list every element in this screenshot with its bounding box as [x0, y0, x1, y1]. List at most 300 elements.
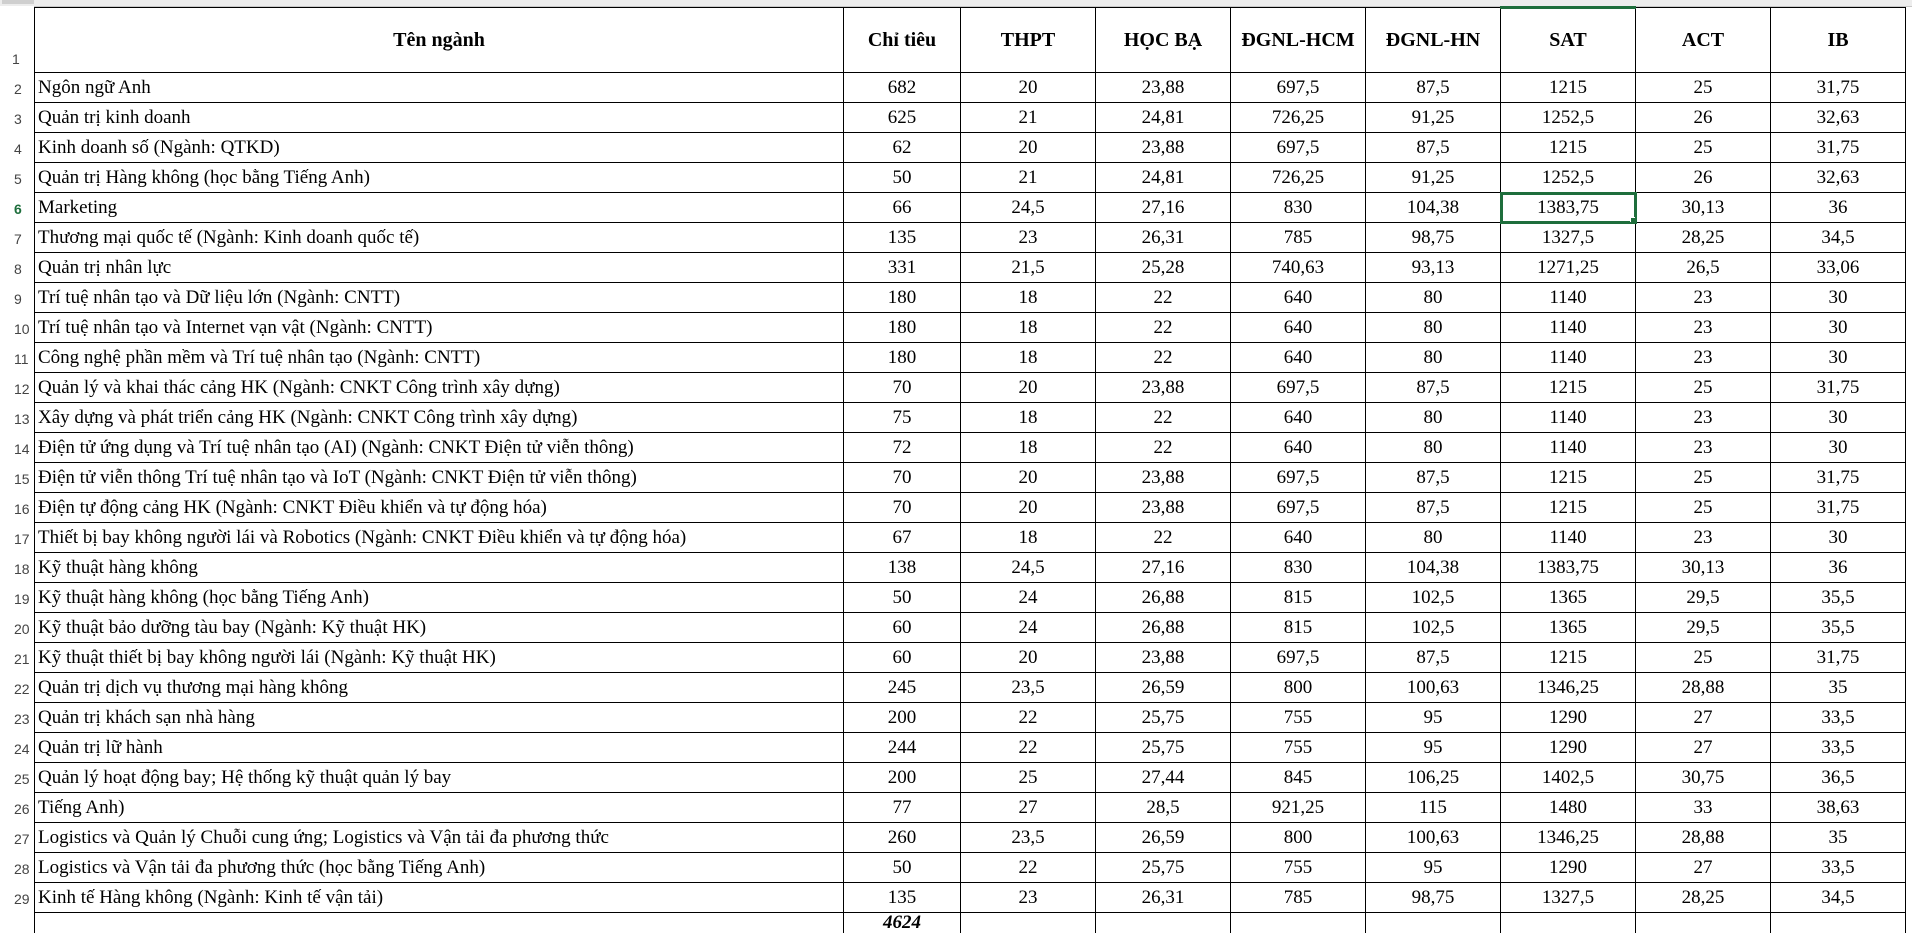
value-cell[interactable]: 785: [1231, 223, 1366, 253]
empty-cell[interactable]: [1096, 913, 1231, 933]
value-cell[interactable]: 31,75: [1771, 133, 1906, 163]
row-number[interactable]: 26: [0, 801, 34, 817]
value-cell[interactable]: 24: [961, 613, 1096, 643]
program-name-cell[interactable]: Kinh doanh số (Ngành: QTKD): [35, 133, 844, 163]
column-header-0[interactable]: Tên ngành: [35, 8, 844, 73]
value-cell[interactable]: 34,5: [1771, 223, 1906, 253]
value-cell[interactable]: 106,25: [1366, 763, 1501, 793]
column-header-3[interactable]: HỌC BẠ: [1096, 8, 1231, 73]
value-cell[interactable]: 30,75: [1636, 763, 1771, 793]
empty-cell[interactable]: [1231, 913, 1366, 933]
value-cell[interactable]: 24,5: [961, 193, 1096, 223]
value-cell[interactable]: 24,5: [961, 553, 1096, 583]
value-cell[interactable]: 1215: [1501, 493, 1636, 523]
value-cell[interactable]: 18: [961, 343, 1096, 373]
row-number[interactable]: 29: [0, 891, 34, 907]
value-cell[interactable]: 23: [961, 223, 1096, 253]
value-cell[interactable]: 845: [1231, 763, 1366, 793]
row-number[interactable]: 6: [0, 201, 34, 217]
value-cell[interactable]: 20: [961, 73, 1096, 103]
row-number[interactable]: 9: [0, 291, 34, 307]
value-cell[interactable]: 67: [844, 523, 961, 553]
value-cell[interactable]: 640: [1231, 283, 1366, 313]
value-cell[interactable]: 245: [844, 673, 961, 703]
value-cell[interactable]: 740,63: [1231, 253, 1366, 283]
value-cell[interactable]: 70: [844, 373, 961, 403]
value-cell[interactable]: 31,75: [1771, 73, 1906, 103]
value-cell[interactable]: 80: [1366, 403, 1501, 433]
value-cell[interactable]: 93,13: [1366, 253, 1501, 283]
program-name-cell[interactable]: Quản trị lữ hành: [35, 733, 844, 763]
value-cell[interactable]: 20: [961, 493, 1096, 523]
value-cell[interactable]: 28,25: [1636, 223, 1771, 253]
value-cell[interactable]: 70: [844, 463, 961, 493]
value-cell[interactable]: 87,5: [1366, 463, 1501, 493]
value-cell[interactable]: 20: [961, 463, 1096, 493]
program-name-cell[interactable]: Ngôn ngữ Anh: [35, 73, 844, 103]
row-number[interactable]: 19: [0, 591, 34, 607]
program-name-cell[interactable]: Quản lý và khai thác cảng HK (Ngành: CNKT Công trình xây dựng): [35, 373, 844, 403]
value-cell[interactable]: 104,38: [1366, 553, 1501, 583]
value-cell[interactable]: 20: [961, 373, 1096, 403]
program-name-cell[interactable]: Điện tử ứng dụng và Trí tuệ nhân tạo (AI) (Ngành: CNKT Điện tử viễn thông): [35, 433, 844, 463]
program-name-cell[interactable]: Kinh tế Hàng không (Ngành: Kinh tế vận tải): [35, 883, 844, 913]
value-cell[interactable]: 102,5: [1366, 583, 1501, 613]
value-cell[interactable]: 682: [844, 73, 961, 103]
row-number[interactable]: 11: [0, 351, 34, 367]
value-cell[interactable]: 35: [1771, 823, 1906, 853]
row-number[interactable]: 1: [0, 51, 34, 67]
row-number[interactable]: 14: [0, 441, 34, 457]
value-cell[interactable]: 80: [1366, 433, 1501, 463]
row-number[interactable]: 8: [0, 261, 34, 277]
value-cell[interactable]: 87,5: [1366, 493, 1501, 523]
value-cell[interactable]: 27: [1636, 703, 1771, 733]
value-cell[interactable]: 72: [844, 433, 961, 463]
row-number[interactable]: 17: [0, 531, 34, 547]
value-cell[interactable]: 755: [1231, 703, 1366, 733]
program-name-cell[interactable]: Quản trị dịch vụ thương mại hàng không: [35, 673, 844, 703]
value-cell[interactable]: 30,13: [1636, 193, 1771, 223]
value-cell[interactable]: 87,5: [1366, 133, 1501, 163]
value-cell[interactable]: 1327,5: [1501, 883, 1636, 913]
value-cell[interactable]: 20: [961, 133, 1096, 163]
value-cell[interactable]: 31,75: [1771, 373, 1906, 403]
value-cell[interactable]: 1252,5: [1501, 163, 1636, 193]
value-cell[interactable]: 1215: [1501, 373, 1636, 403]
value-cell[interactable]: 25: [961, 763, 1096, 793]
value-cell[interactable]: 138: [844, 553, 961, 583]
value-cell[interactable]: 830: [1231, 193, 1366, 223]
fill-handle[interactable]: [1630, 217, 1636, 223]
row-number[interactable]: 2: [0, 81, 34, 97]
value-cell[interactable]: 1290: [1501, 853, 1636, 883]
value-cell[interactable]: 98,75: [1366, 223, 1501, 253]
value-cell[interactable]: 36: [1771, 193, 1906, 223]
value-cell[interactable]: 135: [844, 883, 961, 913]
value-cell[interactable]: 102,5: [1366, 613, 1501, 643]
value-cell[interactable]: 26,59: [1096, 823, 1231, 853]
program-name-cell[interactable]: Quản trị Hàng không (học bằng Tiếng Anh): [35, 163, 844, 193]
value-cell[interactable]: 27,16: [1096, 193, 1231, 223]
value-cell[interactable]: 23: [1636, 523, 1771, 553]
value-cell[interactable]: 27: [961, 793, 1096, 823]
value-cell[interactable]: 25: [1636, 493, 1771, 523]
row-number[interactable]: 28: [0, 861, 34, 877]
column-header-6[interactable]: SAT: [1501, 8, 1636, 73]
value-cell[interactable]: 75: [844, 403, 961, 433]
value-cell[interactable]: 1215: [1501, 463, 1636, 493]
row-number[interactable]: 5: [0, 171, 34, 187]
value-cell[interactable]: 33,5: [1771, 733, 1906, 763]
value-cell[interactable]: 18: [961, 403, 1096, 433]
value-cell[interactable]: 77: [844, 793, 961, 823]
value-cell[interactable]: 640: [1231, 403, 1366, 433]
column-header-8[interactable]: IB: [1771, 8, 1906, 73]
value-cell[interactable]: 50: [844, 163, 961, 193]
value-cell[interactable]: 1290: [1501, 703, 1636, 733]
value-cell[interactable]: 697,5: [1231, 373, 1366, 403]
value-cell[interactable]: 36,5: [1771, 763, 1906, 793]
value-cell[interactable]: 50: [844, 853, 961, 883]
column-header-5[interactable]: ĐGNL-HN: [1366, 8, 1501, 73]
value-cell[interactable]: 1140: [1501, 523, 1636, 553]
value-cell[interactable]: 1140: [1501, 283, 1636, 313]
program-name-cell[interactable]: Marketing: [35, 193, 844, 223]
value-cell[interactable]: 180: [844, 313, 961, 343]
row-number[interactable]: 13: [0, 411, 34, 427]
value-cell[interactable]: 34,5: [1771, 883, 1906, 913]
value-cell[interactable]: 30,13: [1636, 553, 1771, 583]
row-number[interactable]: 25: [0, 771, 34, 787]
value-cell[interactable]: 23,5: [961, 823, 1096, 853]
empty-cell[interactable]: [1636, 913, 1771, 933]
value-cell[interactable]: 1327,5: [1501, 223, 1636, 253]
value-cell[interactable]: 23,88: [1096, 73, 1231, 103]
value-cell[interactable]: 70: [844, 493, 961, 523]
value-cell[interactable]: 23: [1636, 283, 1771, 313]
program-name-cell[interactable]: Thương mại quốc tế (Ngành: Kinh doanh quốc tế): [35, 223, 844, 253]
column-header-1[interactable]: Chỉ tiêu: [844, 8, 961, 73]
value-cell[interactable]: 98,75: [1366, 883, 1501, 913]
value-cell[interactable]: 28,5: [1096, 793, 1231, 823]
value-cell[interactable]: 260: [844, 823, 961, 853]
row-number[interactable]: 4: [0, 141, 34, 157]
program-name-cell[interactable]: Xây dựng và phát triển cảng HK (Ngành: CNKT Công trình xây dựng): [35, 403, 844, 433]
value-cell[interactable]: 95: [1366, 733, 1501, 763]
value-cell[interactable]: 697,5: [1231, 73, 1366, 103]
value-cell[interactable]: 23,88: [1096, 493, 1231, 523]
value-cell[interactable]: 23,88: [1096, 643, 1231, 673]
empty-cell[interactable]: [1366, 913, 1501, 933]
value-cell[interactable]: 25: [1636, 133, 1771, 163]
total-quota-cell[interactable]: 4624: [844, 913, 961, 933]
value-cell[interactable]: 32,63: [1771, 103, 1906, 133]
value-cell[interactable]: 1140: [1501, 313, 1636, 343]
value-cell[interactable]: 1140: [1501, 403, 1636, 433]
value-cell[interactable]: 23: [1636, 433, 1771, 463]
value-cell[interactable]: 1346,25: [1501, 823, 1636, 853]
row-number[interactable]: 12: [0, 381, 34, 397]
value-cell[interactable]: 60: [844, 643, 961, 673]
value-cell[interactable]: 31,75: [1771, 463, 1906, 493]
row-number-gutter[interactable]: [0, 6, 35, 927]
value-cell[interactable]: 31,75: [1771, 643, 1906, 673]
row-number[interactable]: 23: [0, 711, 34, 727]
value-cell[interactable]: 830: [1231, 553, 1366, 583]
row-number[interactable]: 10: [0, 321, 34, 337]
value-cell[interactable]: 26: [1636, 103, 1771, 133]
value-cell[interactable]: 23,5: [961, 673, 1096, 703]
value-cell[interactable]: 244: [844, 733, 961, 763]
value-cell[interactable]: 23,88: [1096, 463, 1231, 493]
value-cell[interactable]: 30: [1771, 433, 1906, 463]
value-cell[interactable]: 50: [844, 583, 961, 613]
value-cell[interactable]: 33,5: [1771, 703, 1906, 733]
value-cell[interactable]: 21,5: [961, 253, 1096, 283]
value-cell[interactable]: 135: [844, 223, 961, 253]
value-cell[interactable]: 22: [1096, 433, 1231, 463]
value-cell[interactable]: 21: [961, 163, 1096, 193]
value-cell[interactable]: 33,06: [1771, 253, 1906, 283]
value-cell[interactable]: 33,5: [1771, 853, 1906, 883]
value-cell[interactable]: 21: [961, 103, 1096, 133]
program-name-cell[interactable]: Công nghệ phần mềm và Trí tuệ nhân tạo (Ngành: CNTT): [35, 343, 844, 373]
value-cell[interactable]: 1252,5: [1501, 103, 1636, 133]
value-cell[interactable]: 1290: [1501, 733, 1636, 763]
row-number[interactable]: 15: [0, 471, 34, 487]
value-cell[interactable]: 27: [1636, 733, 1771, 763]
value-cell[interactable]: 640: [1231, 433, 1366, 463]
value-cell[interactable]: 25: [1636, 373, 1771, 403]
value-cell[interactable]: 35,5: [1771, 613, 1906, 643]
value-cell[interactable]: 1346,25: [1501, 673, 1636, 703]
program-name-cell[interactable]: Trí tuệ nhân tạo và Dữ liệu lớn (Ngành: CNTT): [35, 283, 844, 313]
value-cell[interactable]: 1365: [1501, 613, 1636, 643]
value-cell[interactable]: 22: [1096, 523, 1231, 553]
value-cell[interactable]: 726,25: [1231, 103, 1366, 133]
program-name-cell[interactable]: Kỹ thuật thiết bị bay không người lái (Ngành: Kỹ thuật HK): [35, 643, 844, 673]
value-cell[interactable]: 800: [1231, 673, 1366, 703]
value-cell[interactable]: 22: [1096, 343, 1231, 373]
value-cell[interactable]: 1215: [1501, 133, 1636, 163]
row-number[interactable]: 22: [0, 681, 34, 697]
value-cell[interactable]: 30: [1771, 343, 1906, 373]
program-name-cell[interactable]: Logistics và Vận tải đa phương thức (học bằng Tiếng Anh): [35, 853, 844, 883]
program-name-cell[interactable]: Quản lý hoạt động bay; Hệ thống kỹ thuật quản lý bay: [35, 763, 844, 793]
value-cell[interactable]: 95: [1366, 703, 1501, 733]
value-cell[interactable]: 1140: [1501, 343, 1636, 373]
value-cell[interactable]: 26,88: [1096, 583, 1231, 613]
value-cell[interactable]: 22: [1096, 403, 1231, 433]
value-cell[interactable]: 18: [961, 283, 1096, 313]
value-cell[interactable]: 38,63: [1771, 793, 1906, 823]
value-cell[interactable]: 24: [961, 583, 1096, 613]
value-cell[interactable]: 91,25: [1366, 103, 1501, 133]
row-number[interactable]: 27: [0, 831, 34, 847]
value-cell[interactable]: 30: [1771, 523, 1906, 553]
value-cell[interactable]: 697,5: [1231, 493, 1366, 523]
row-number[interactable]: 3: [0, 111, 34, 127]
value-cell[interactable]: 26,88: [1096, 613, 1231, 643]
value-cell[interactable]: 26: [1636, 163, 1771, 193]
value-cell[interactable]: 755: [1231, 733, 1366, 763]
value-cell[interactable]: 27: [1636, 853, 1771, 883]
value-cell[interactable]: 180: [844, 283, 961, 313]
row-number[interactable]: 21: [0, 651, 34, 667]
value-cell[interactable]: 1402,5: [1501, 763, 1636, 793]
column-header-7[interactable]: ACT: [1636, 8, 1771, 73]
value-cell[interactable]: 800: [1231, 823, 1366, 853]
value-cell[interactable]: 29,5: [1636, 583, 1771, 613]
value-cell[interactable]: 80: [1366, 283, 1501, 313]
column-header-2[interactable]: THPT: [961, 8, 1096, 73]
value-cell[interactable]: 1383,75: [1501, 193, 1636, 223]
program-name-cell[interactable]: Tiếng Anh): [35, 793, 844, 823]
value-cell[interactable]: 33: [1636, 793, 1771, 823]
row-number[interactable]: 7: [0, 231, 34, 247]
program-name-cell[interactable]: Quản trị khách sạn nhà hàng: [35, 703, 844, 733]
value-cell[interactable]: 100,63: [1366, 673, 1501, 703]
value-cell[interactable]: 1271,25: [1501, 253, 1636, 283]
value-cell[interactable]: 91,25: [1366, 163, 1501, 193]
value-cell[interactable]: 35,5: [1771, 583, 1906, 613]
value-cell[interactable]: 80: [1366, 313, 1501, 343]
value-cell[interactable]: 815: [1231, 613, 1366, 643]
value-cell[interactable]: 26,31: [1096, 223, 1231, 253]
value-cell[interactable]: 27,16: [1096, 553, 1231, 583]
value-cell[interactable]: 26,5: [1636, 253, 1771, 283]
row-number[interactable]: 20: [0, 621, 34, 637]
program-name-cell[interactable]: Điện tự động cảng HK (Ngành: CNKT Điều khiển và tự động hóa): [35, 493, 844, 523]
value-cell[interactable]: 32,63: [1771, 163, 1906, 193]
value-cell[interactable]: 28,88: [1636, 673, 1771, 703]
value-cell[interactable]: 29,5: [1636, 613, 1771, 643]
value-cell[interactable]: 697,5: [1231, 463, 1366, 493]
value-cell[interactable]: 25: [1636, 463, 1771, 493]
value-cell[interactable]: 27,44: [1096, 763, 1231, 793]
program-name-cell[interactable]: Logistics và Quản lý Chuỗi cung ứng; Logistics và Vận tải đa phương thức: [35, 823, 844, 853]
value-cell[interactable]: 697,5: [1231, 133, 1366, 163]
row-number[interactable]: 24: [0, 741, 34, 757]
value-cell[interactable]: 25: [1636, 73, 1771, 103]
value-cell[interactable]: 80: [1366, 523, 1501, 553]
value-cell[interactable]: 95: [1366, 853, 1501, 883]
program-name-cell[interactable]: Quản trị nhân lực: [35, 253, 844, 283]
empty-cell[interactable]: [35, 913, 844, 933]
row-number[interactable]: 18: [0, 561, 34, 577]
program-name-cell[interactable]: Thiết bị bay không người lái và Robotics (Ngành: CNKT Điều khiển và tự động hóa): [35, 523, 844, 553]
value-cell[interactable]: 100,63: [1366, 823, 1501, 853]
value-cell[interactable]: 30: [1771, 313, 1906, 343]
value-cell[interactable]: 640: [1231, 523, 1366, 553]
value-cell[interactable]: 23,88: [1096, 373, 1231, 403]
value-cell[interactable]: 35: [1771, 673, 1906, 703]
value-cell[interactable]: 921,25: [1231, 793, 1366, 823]
value-cell[interactable]: 200: [844, 703, 961, 733]
value-cell[interactable]: 66: [844, 193, 961, 223]
value-cell[interactable]: 22: [961, 853, 1096, 883]
value-cell[interactable]: 640: [1231, 313, 1366, 343]
program-name-cell[interactable]: Kỹ thuật hàng không: [35, 553, 844, 583]
value-cell[interactable]: 785: [1231, 883, 1366, 913]
value-cell[interactable]: 180: [844, 343, 961, 373]
value-cell[interactable]: 36: [1771, 553, 1906, 583]
empty-cell[interactable]: [961, 913, 1096, 933]
value-cell[interactable]: 20: [961, 643, 1096, 673]
value-cell[interactable]: 87,5: [1366, 73, 1501, 103]
value-cell[interactable]: 25: [1636, 643, 1771, 673]
empty-cell[interactable]: [1501, 913, 1636, 933]
value-cell[interactable]: 31,75: [1771, 493, 1906, 523]
value-cell[interactable]: 25,75: [1096, 703, 1231, 733]
value-cell[interactable]: 18: [961, 523, 1096, 553]
value-cell[interactable]: 62: [844, 133, 961, 163]
value-cell[interactable]: 80: [1366, 343, 1501, 373]
value-cell[interactable]: 30: [1771, 403, 1906, 433]
program-name-cell[interactable]: Trí tuệ nhân tạo và Internet vạn vật (Ngành: CNTT): [35, 313, 844, 343]
program-name-cell[interactable]: Quản trị kinh doanh: [35, 103, 844, 133]
value-cell[interactable]: 115: [1366, 793, 1501, 823]
value-cell[interactable]: 28,88: [1636, 823, 1771, 853]
value-cell[interactable]: 60: [844, 613, 961, 643]
value-cell[interactable]: 23: [1636, 403, 1771, 433]
value-cell[interactable]: 726,25: [1231, 163, 1366, 193]
value-cell[interactable]: 1215: [1501, 73, 1636, 103]
value-cell[interactable]: 1365: [1501, 583, 1636, 613]
value-cell[interactable]: 1480: [1501, 793, 1636, 823]
value-cell[interactable]: 18: [961, 433, 1096, 463]
value-cell[interactable]: 23,88: [1096, 133, 1231, 163]
value-cell[interactable]: 26,59: [1096, 673, 1231, 703]
program-name-cell[interactable]: Kỹ thuật hàng không (học bằng Tiếng Anh): [35, 583, 844, 613]
value-cell[interactable]: 18: [961, 313, 1096, 343]
value-cell[interactable]: 22: [961, 733, 1096, 763]
value-cell[interactable]: 28,25: [1636, 883, 1771, 913]
row-number[interactable]: 16: [0, 501, 34, 517]
value-cell[interactable]: 1383,75: [1501, 553, 1636, 583]
value-cell[interactable]: 331: [844, 253, 961, 283]
value-cell[interactable]: 25,28: [1096, 253, 1231, 283]
program-name-cell[interactable]: Kỹ thuật bảo dưỡng tàu bay (Ngành: Kỹ thuật HK): [35, 613, 844, 643]
program-name-cell[interactable]: Điện tử viễn thông Trí tuệ nhân tạo và IoT (Ngành: CNKT Điện tử viễn thông): [35, 463, 844, 493]
value-cell[interactable]: 22: [1096, 313, 1231, 343]
value-cell[interactable]: 200: [844, 763, 961, 793]
value-cell[interactable]: 23: [1636, 343, 1771, 373]
value-cell[interactable]: 697,5: [1231, 643, 1366, 673]
value-cell[interactable]: 815: [1231, 583, 1366, 613]
value-cell[interactable]: 23: [1636, 313, 1771, 343]
value-cell[interactable]: 30: [1771, 283, 1906, 313]
value-cell[interactable]: 87,5: [1366, 643, 1501, 673]
column-header-4[interactable]: ĐGNL-HCM: [1231, 8, 1366, 73]
value-cell[interactable]: 755: [1231, 853, 1366, 883]
value-cell[interactable]: 1140: [1501, 433, 1636, 463]
value-cell[interactable]: 23: [961, 883, 1096, 913]
empty-cell[interactable]: [1771, 913, 1906, 933]
value-cell[interactable]: 25,75: [1096, 733, 1231, 763]
value-cell[interactable]: 22: [1096, 283, 1231, 313]
value-cell[interactable]: 625: [844, 103, 961, 133]
value-cell[interactable]: 25,75: [1096, 853, 1231, 883]
value-cell[interactable]: 24,81: [1096, 103, 1231, 133]
value-cell[interactable]: 24,81: [1096, 163, 1231, 193]
value-cell[interactable]: 640: [1231, 343, 1366, 373]
value-cell[interactable]: 26,31: [1096, 883, 1231, 913]
value-cell[interactable]: 22: [961, 703, 1096, 733]
value-cell[interactable]: 87,5: [1366, 373, 1501, 403]
value-cell[interactable]: 1215: [1501, 643, 1636, 673]
